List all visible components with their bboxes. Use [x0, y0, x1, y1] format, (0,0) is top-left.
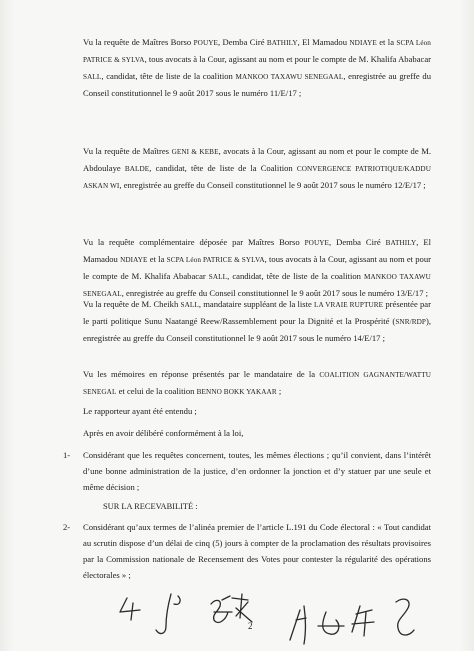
item-number: 2-	[63, 522, 71, 532]
paragraph-memoires: Vu les mémoires en réponse présentés par le mandataire de la COALITION GAGNANTE/WATTU SENEGAL et celui de la coalition BENNO BOKK YAKAAR ;	[83, 369, 431, 396]
item-text: Considérant que les requêtes concernent, toutes, les mêmes élections ; qu’il convient, dans l’intérêt d’une bonne administration de la justice, d’en ordonner la jonction et d’y statuer par une seule et même décision ;	[83, 450, 431, 492]
item-number: 1-	[63, 450, 71, 460]
paragraph-requete-14: Vu la requête de M. Cheikh SALL, mandataire suppléant de la liste LA VRAIE RUPTURE présentée par le parti politique Sunu Naatangé Reew/Rassemblement pour la Dignité et la Prospérité (SNR/RDP), enregistrée au greffe du Conseil constitutionnel le 9 août 2017 sous le numéro 14/E/17 ;	[83, 299, 431, 343]
paragraph-rapporteur: Le rapporteur ayant été entendu ;	[83, 406, 197, 416]
paragraph-delibere: Après en avoir délibéré conformément à la loi,	[83, 428, 244, 438]
page-number: 2	[248, 621, 253, 631]
paragraph-requete-13: Vu la requête complémentaire déposée par Maîtres Borso POUYE, Demba Ciré BATHILY, El Mamadou NDIAYE et la SCPA Léon PATRICE & SYLVA, tous avocats à la Cour, agissant au nom et pour le compte de M. Khalifa Ababacar SALL, candidat, tête de liste de la coalition MANKOO TAXAWU SENEGAAL, enregistrée au greffe du Conseil constitutionnel le 9 août 2017 sous le numéro 13/E/17 ;	[83, 237, 431, 298]
item-text: Considérant qu’aux termes de l’alinéa premier de l’article L.191 du Code électoral : « Tout candidat au scrutin dispose d’un délai de cinq (5) jours à compter de la proclamation des résultats provisoires par la Commission nationale de Recensement des Votes pour contester la régularité des opérations électorales » ;	[83, 522, 431, 580]
paragraph-requete-12: Vu la requête de Maîtres GENI & KEBE, avocats à la Cour, agissant au nom et pour le compte de M. Abdoulaye BALDE, candidat, tête de liste de la Coalition CONVERGENCE PATRIOTIQUE/KADDU ASKAN WI, enregistrée au greffe du Conseil constitutionnel le 9 août 2017 sous le numéro 12/E/17 ;	[83, 146, 431, 190]
paragraph-requete-11: Vu la requête de Maîtres Borso POUYE, Demba Ciré BATHILY, El Mamadou NDIAYE et la SCPA Léon PATRICE & SYLVA, tous avocats à la Cour, agissant au nom et pour le compte de M. Khalifa Ababacar SALL, candidat, tête de liste de la coalition MANKOO TAXAWU SENEGAAL, enregistrée au greffe du Conseil constitutionnel le 9 août 2017 sous le numéro 11/E/17 ;	[83, 37, 431, 98]
section-heading-recevabilite: SUR LA RECEVABILITÉ :	[103, 502, 198, 511]
